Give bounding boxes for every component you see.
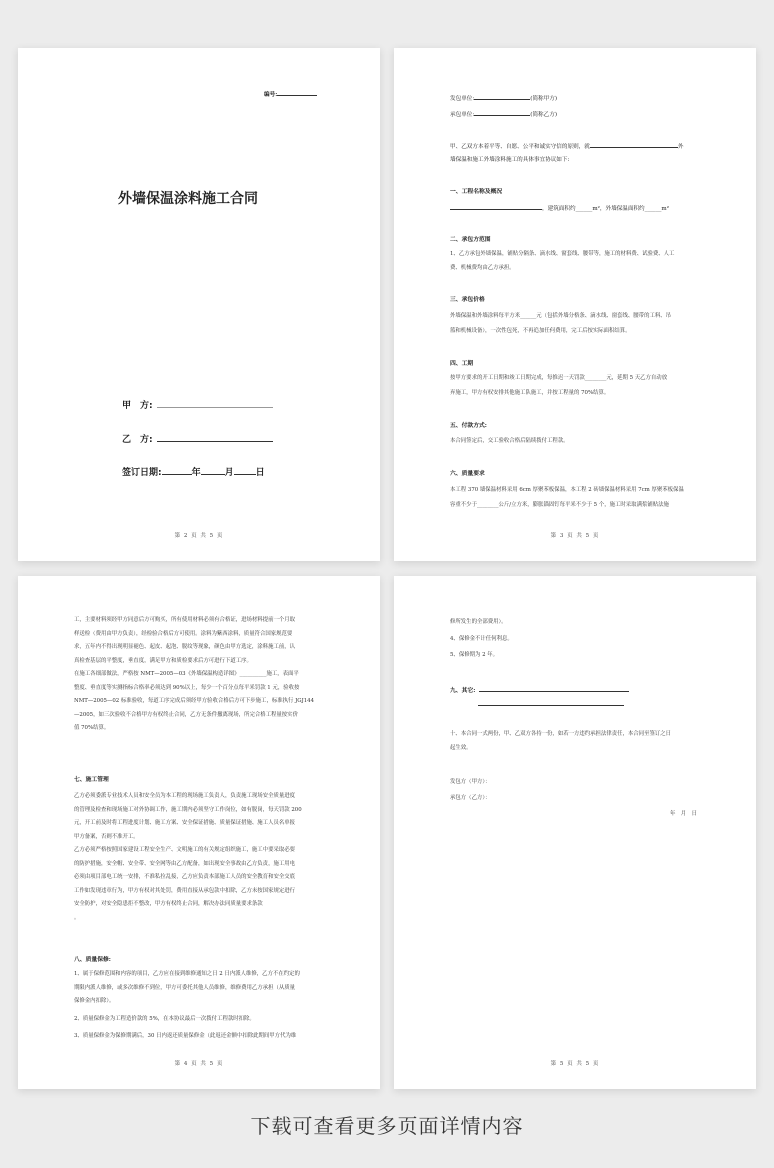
section-3-para-1: 外墙保温和外墙涂料每平方米______元（包括外墙分格条、滴水线、窗套线、腰带的工料、吊 [450, 313, 672, 319]
section-10-para-1: 十、本合同一式两份，甲、乙双方各持一份，如若一方违约承担法律责任，本合同至签订之日 [450, 731, 672, 737]
project-blank [590, 140, 678, 148]
text-line: 。 [74, 914, 80, 921]
text-line: 样送检（费用由甲方负责），经检验合格后方可使用。涂料为紫西涂料，质量符合国家规范要 [74, 630, 293, 637]
text-line: NMT—2005—02 标准验收，每道工序完成后须经甲方验收合格后方可下步施工，标准执行 JGJ144 [74, 698, 315, 704]
text-line: 5、保修期为 2 年。 [450, 652, 499, 658]
section-6-para-2: 容重不少于________公斤/立方米，膨胀锚固钉每平米不少于 5 个，施工时采取满浆铺贴法施 [450, 502, 669, 508]
page-footer: 第 5 页 共 5 页 [550, 1061, 600, 1067]
sign-date-label: 签订日期: [122, 468, 162, 478]
section-4-para-2: 弃施工，甲方有权安排其他施工队施工，并按工程量的 70%结算。 [450, 390, 610, 396]
section-5-para-1: 本合同签定后，交工验收合格后陆续拨付工程款。 [450, 438, 569, 444]
text-line: 值 70%结算。 [74, 725, 110, 731]
text-line: 乙方必须委派专业技术人员和安全员为本工程的现场施工负责人，负责施工现场安全质量进度 [74, 793, 296, 799]
text-line: 乙方必须严格按照国家建设工程安全生产、文明施工的有关规定组织施工，施工中要采取必要 [74, 847, 296, 853]
contractor-blank [474, 92, 530, 100]
party-a-blank [157, 398, 273, 408]
page-footer: 第 3 页 共 5 页 [550, 533, 600, 539]
text-line: 必须由项目部电工统一安排，不准私拉乱接，乙方应负责本部施工人员的安全教育和安全交底 [74, 874, 296, 880]
text-line: 元，开工前及时将工程进度计划、施工方案、安全保证措施、质量保证措施、施工人员名单报 [74, 820, 296, 826]
section-4-title: 四、工期 [450, 361, 474, 367]
contract-page-4 [18, 576, 380, 1089]
text-line: 甲方备案，否则不准开工。 [74, 833, 139, 840]
intro-line-2: 墙保温和施工外墙涂料施工的具体事宜协议如下: [450, 157, 570, 163]
intro-text: 甲、乙双方本着平等、自愿、公平和诚实守信的原则，就 [450, 144, 590, 150]
contract-number-field [264, 88, 317, 101]
subcontractor-signature: 承包方（乙方）： [450, 795, 491, 801]
party-a-line [122, 398, 273, 411]
intro-text-end: 外 [677, 144, 684, 150]
project-name-blank [450, 202, 542, 210]
section-9-title: 九、其它: [450, 688, 476, 694]
text-line: 期限内派人维修，或多次维修不到位，甲方可委托其他人员维修，维修费用乙方承担（从质量 [74, 984, 296, 991]
section-1-title: 一、工程名称及概况 [450, 189, 503, 195]
sign-date-line [122, 465, 265, 478]
text-line: 真检查基层的平整度，垂直度，满足甲方和质检要求后方可进行下道工序。 [74, 657, 252, 664]
section-10-para-2: 起生效。 [450, 745, 472, 751]
subcontractor-label: 承包单位: [450, 112, 475, 118]
contractor-line [450, 92, 557, 105]
contract-page-3 [394, 48, 756, 561]
text-line: 2、质量保修金为工程造价款的 5%，在本协议最后一次拨付工程款时扣除。 [74, 1015, 255, 1022]
contract-page-5 [394, 576, 756, 1089]
section-5-title: 五、付款方式: [450, 423, 487, 429]
contract-number-label: 编号: [264, 92, 278, 98]
warranty-continued-block [450, 616, 732, 663]
subcontractor-suffix: (简称乙方) [530, 112, 558, 118]
text-line: 4、保修金不计任何利息。 [450, 635, 513, 642]
intro-line-1 [450, 140, 683, 153]
contractor-suffix: (简称甲方) [530, 96, 558, 102]
section-8-title: 八、质量保修: [74, 957, 111, 963]
text-line: 1、属于保修范围和内容的项目，乙方应在接到维修通知之日 2 日内派人维修，乙方不在约定的 [74, 971, 300, 977]
contract-number-blank [277, 88, 317, 96]
page-footer: 第 2 页 共 5 页 [174, 533, 224, 539]
page-footer: 第 4 页 共 5 页 [174, 1061, 224, 1067]
party-b-blank [157, 432, 273, 442]
month-blank [201, 465, 225, 475]
section-9-line [450, 684, 629, 697]
contract-cover-page [18, 48, 380, 561]
subcontractor-line [450, 108, 557, 121]
section-6-title: 六、质量要求 [450, 471, 485, 477]
text-line: 的防护措施，安全帽、安全带、安全网等由乙方配备，如出现安全事故由乙方负责，施工用电 [74, 860, 296, 867]
quality-continued-block [74, 614, 356, 736]
text-line: 保修金内扣除）。 [74, 998, 115, 1004]
section-1-line [450, 202, 669, 215]
party-b-line [122, 432, 273, 445]
text-line: 安全防护，对安全隐患拒不整改，甲方有权终止合同，解决办法同质量要求条款 [74, 901, 263, 907]
section-7-title: 七、施工管理 [74, 777, 109, 783]
text-line: 3、质量保修金为保修期满后，30 日内返还质量保修金（此返还金额中扣除此期间甲方代为维 [74, 1033, 297, 1039]
text-line: 的管理及检查和现场施工对外协调工作，施工期内必须坚守工作岗位，如有脱岗，每天罚款 200 [74, 806, 302, 813]
text-line: 工，主要材料须经甲方同意后方可购买，所有使用材料必须有合格证，进场材料提前一个月取 [74, 617, 296, 623]
document-title: 外墙保温涂料施工合同 [118, 191, 258, 207]
section-7-block [74, 790, 356, 925]
section-6-para-1: 本工程 370 墙保温材料采用 6cm 厚聚苯板保温，本工程 2 砖墙保温材料采用 7cm 厚聚苯板保温 [450, 487, 684, 493]
contractor-signature: 发包方（甲方）： [450, 779, 491, 785]
other-terms-line-2 [478, 698, 624, 711]
day-label: 日 [255, 468, 265, 478]
year-blank [162, 465, 192, 475]
download-caption: 下载可查看更多页面详情内容 [250, 1114, 524, 1138]
text-line: 在施工各细部做法，严格按 NMT—2005—03《外墙保温构造详图》__________施工，表面平 [74, 671, 299, 677]
section-4-para-1: 按甲方要求的开工日期和竣工日期完成，每推迟一天罚款________元，延期 5 天乙方自动放 [450, 375, 668, 381]
year-label: 年 [191, 468, 201, 478]
signature-date: 年 月 日 [670, 811, 697, 817]
section-2-para-2: 费、机械费均由乙方承担。 [450, 265, 515, 271]
section-2-title: 二、承包方范围 [450, 237, 491, 243]
text-line: 求，五年内不得出现明显褪色、起皮、起泡、脱纹等现象，颜色由甲方选定，涂料施工前，认 [74, 644, 296, 650]
contractor-label: 发包单位: [450, 96, 475, 102]
section-1-text: ，建筑面积约______m²，外墙保温面积约______m² [542, 206, 669, 212]
text-line: 修所发生的全部费用）。 [450, 619, 507, 625]
text-line: —2005，如三次验收不合格甲方有权终止合同，乙方无条件撤离现场，所完合格工程量按实价 [74, 711, 298, 718]
other-terms-blank-2 [478, 698, 624, 706]
subcontractor-blank [474, 108, 530, 116]
section-2-para-1: 1、乙方承包外墙保温，铺贴分隔条、滴水线、窗套线、腰带等，施工的材料费、试验费、人工 [450, 251, 675, 257]
text-line: 整度、垂直度等实测指标合格率必须达到 90%以上，每少一个百分点每平米罚款 1 元，验收按 [74, 684, 300, 691]
other-terms-blank-1 [479, 684, 629, 692]
party-b-label: 乙 方: [122, 435, 153, 445]
party-a-label: 甲 方: [122, 401, 153, 411]
month-label: 月 [224, 468, 234, 478]
section-3-title: 三、承包价格 [450, 297, 485, 303]
text-line: 工作如发现违章行为，甲方有权对其处罚，费用直接从承包款中扣除，乙方未按国家规定进行 [74, 887, 296, 894]
section-3-para-2: 篮和机械设备），一次性包死，不再追加任何费用，完工后按实际面积结算。 [450, 328, 631, 334]
day-blank [234, 465, 256, 475]
section-8-block [74, 968, 356, 1044]
